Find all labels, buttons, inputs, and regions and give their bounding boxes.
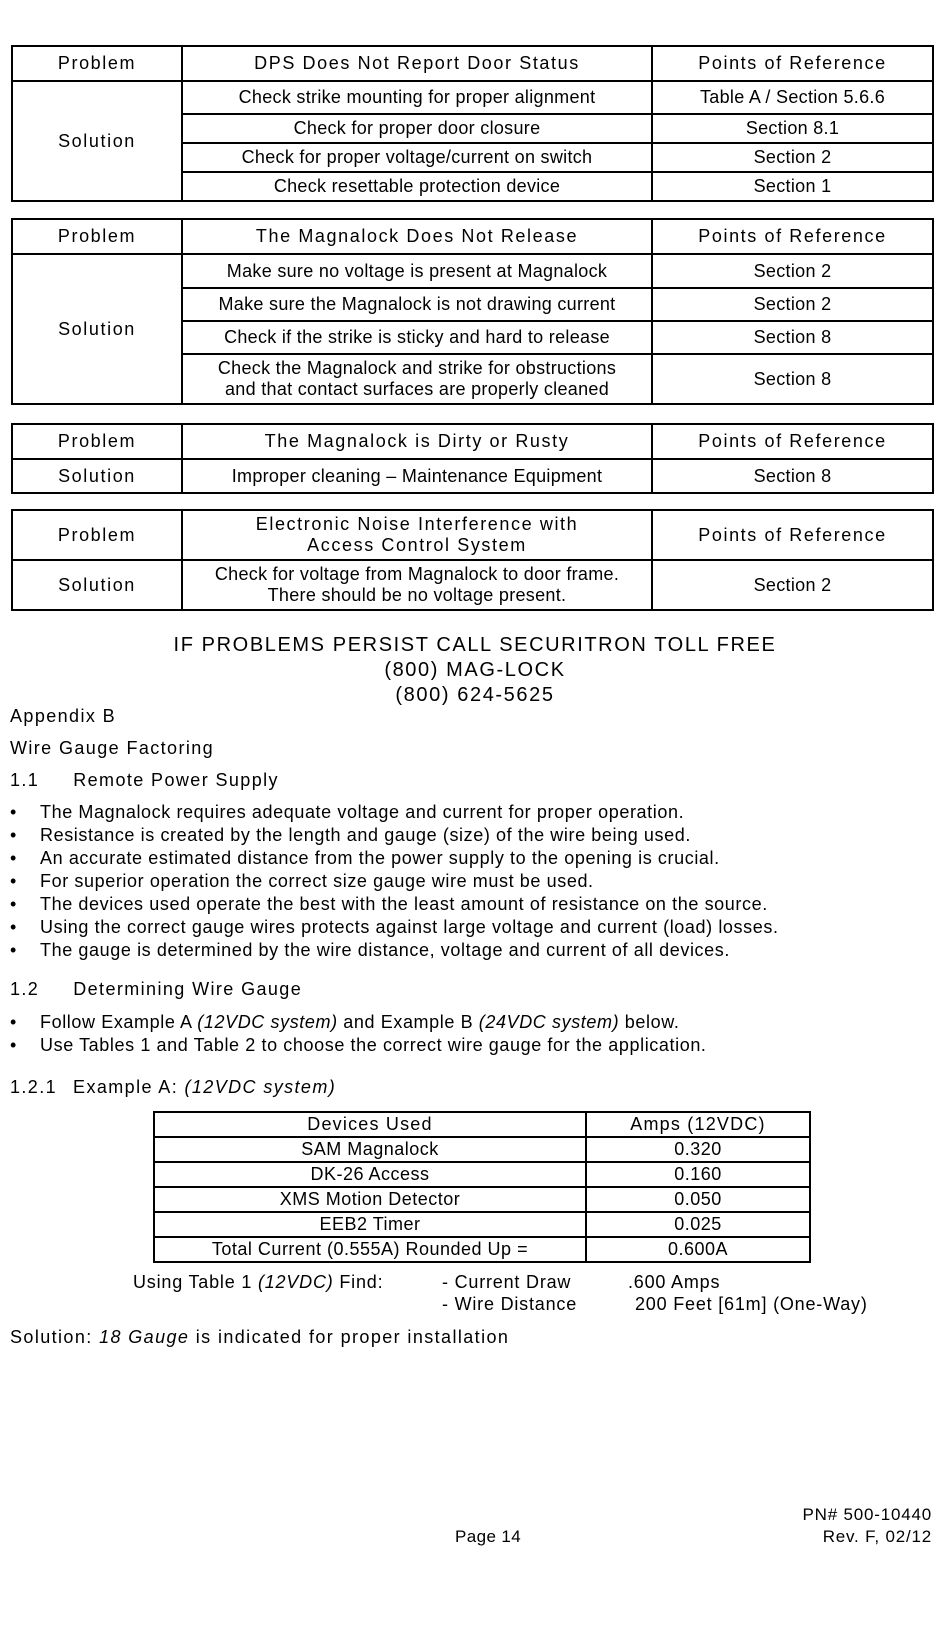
reference-header: Points of Reference	[652, 219, 933, 254]
total-amps: 0.600A	[586, 1237, 810, 1262]
section-1-2-heading	[10, 979, 302, 1000]
section-1-1-heading	[10, 770, 279, 791]
problem-label: Problem	[12, 219, 182, 254]
solution-step-line: Check for voltage from Magnalock to door frame.	[214, 564, 620, 584]
reference-cell: Section 8	[652, 354, 933, 404]
troubleshoot-table-noise	[11, 509, 934, 611]
call-notice-line: IF PROBLEMS PERSIST CALL SECURITRON TOLL FREE	[173, 634, 777, 656]
solution-step: Check for proper door closure	[182, 114, 652, 143]
reference-cell: Section 8	[652, 321, 933, 354]
device-name: XMS Motion Detector	[154, 1187, 586, 1212]
section-1-1-bullets	[10, 801, 779, 962]
column-header: Devices Used	[154, 1112, 586, 1137]
reference-cell: Table A / Section 5.6.6	[652, 81, 933, 114]
reference-cell: Section 1	[652, 172, 933, 201]
part-number: PN# 500-10440	[802, 1505, 932, 1524]
revision: Rev. F, 02/12	[822, 1527, 932, 1546]
solution-step: Make sure the Magnalock is not drawing current	[182, 288, 652, 321]
solution-label: Solution	[12, 81, 182, 201]
appendix-subtitle: Wire Gauge Factoring	[10, 738, 215, 758]
section-1-2-1-heading: 1.2.1 Example A: (12VDC system)	[10, 1077, 337, 1097]
solution-statement: Solution: 18 Gauge is indicated for proper installation	[10, 1327, 510, 1347]
reference-header: Points of Reference	[652, 424, 933, 459]
device-name: EEB2 Timer	[154, 1212, 586, 1237]
wire-distance-value: 200 Feet [61m] (One-Way)	[635, 1294, 868, 1314]
list-item: • Follow Example A (12VDC system) and Example B (24VDC system) below.	[10, 1011, 707, 1034]
section-1-2-bullets	[10, 1011, 707, 1057]
column-header: Amps (12VDC)	[586, 1112, 810, 1137]
section-number: 1.1	[10, 770, 40, 790]
device-amps: 0.320	[586, 1137, 810, 1162]
list-item: • An accurate estimated distance from the power supply to the opening is crucial.	[10, 847, 779, 870]
section-title: Determining Wire Gauge	[73, 979, 303, 999]
page-number: Page 14	[455, 1527, 522, 1546]
list-item: • For superior operation the correct size gauge wire must be used.	[10, 870, 779, 893]
reference-cell: Section 2	[652, 288, 933, 321]
list-item: • The Magnalock requires adequate voltage and current for proper operation.	[10, 801, 779, 824]
solution-step: Check strike mounting for proper alignment	[182, 81, 652, 114]
solution-step	[182, 560, 652, 610]
device-name: DK-26 Access	[154, 1162, 586, 1187]
reference-header: Points of Reference	[652, 510, 933, 560]
list-item: • The devices used operate the best with the least amount of resistance on the source.	[10, 893, 779, 916]
solution-step: Check if the strike is sticky and hard to release	[182, 321, 652, 354]
device-amps: 0.050	[586, 1187, 810, 1212]
call-notice-phone-number: (800) 624-5625	[395, 684, 555, 706]
troubleshoot-table-dps	[11, 45, 934, 202]
list-item: • Using the correct gauge wires protects against large voltage and current (load) losses.	[10, 916, 779, 939]
solution-label: Solution	[12, 254, 182, 404]
problem-title: The Magnalock is Dirty or Rusty	[182, 424, 652, 459]
problem-title-line: Access Control System	[307, 535, 527, 555]
reference-cell: Section 8	[652, 459, 933, 493]
example-a-table	[153, 1111, 811, 1263]
problem-label: Problem	[12, 424, 182, 459]
problem-label: Problem	[12, 510, 182, 560]
problem-title	[182, 510, 652, 560]
solution-label: Solution	[12, 459, 182, 493]
total-label: Total Current (0.555A) Rounded Up =	[154, 1237, 586, 1262]
troubleshoot-table-rust	[11, 423, 934, 494]
section-title: Remote Power Supply	[73, 770, 279, 790]
problem-title: DPS Does Not Report Door Status	[182, 46, 652, 81]
reference-cell: Section 2	[652, 254, 933, 288]
call-notice-phone-alias: (800) MAG-LOCK	[384, 659, 566, 681]
section-number: 1.2	[10, 979, 40, 999]
using-table-text: Using Table 1 (12VDC) Find:	[133, 1272, 384, 1292]
reference-cell: Section 2	[652, 560, 933, 610]
solution-step-line: There should be no voltage present.	[267, 585, 567, 605]
appendix-title: Appendix B	[10, 706, 117, 726]
solution-label: Solution	[12, 560, 182, 610]
device-amps: 0.025	[586, 1212, 810, 1237]
problem-title-line: Electronic Noise Interference with	[255, 514, 579, 534]
section-number: 1.2.1	[10, 1077, 58, 1097]
current-draw-value: .600 Amps	[628, 1272, 721, 1292]
list-item: • The gauge is determined by the wire distance, voltage and current of all devices.	[10, 939, 779, 962]
device-name: SAM Magnalock	[154, 1137, 586, 1162]
list-item: • Resistance is created by the length and gauge (size) of the wire being used.	[10, 824, 779, 847]
solution-step	[182, 354, 652, 404]
solution-step-line: and that contact surfaces are properly cleaned	[224, 379, 610, 399]
list-item: • Use Tables 1 and Table 2 to choose the correct wire gauge for the application.	[10, 1034, 707, 1057]
problem-title: The Magnalock Does Not Release	[182, 219, 652, 254]
solution-step: Check for proper voltage/current on switch	[182, 143, 652, 172]
problem-label: Problem	[12, 46, 182, 81]
solution-step: Make sure no voltage is present at Magnalock	[182, 254, 652, 288]
reference-header: Points of Reference	[652, 46, 933, 81]
wire-distance-label: - Wire Distance	[442, 1294, 578, 1314]
troubleshoot-table-release	[11, 218, 934, 405]
solution-step-line: Check the Magnalock and strike for obstructions	[217, 358, 617, 378]
solution-step: Improper cleaning – Maintenance Equipment	[182, 459, 652, 493]
reference-cell: Section 2	[652, 143, 933, 172]
current-draw-label: - Current Draw	[442, 1272, 572, 1292]
solution-step: Check resettable protection device	[182, 172, 652, 201]
device-amps: 0.160	[586, 1162, 810, 1187]
reference-cell: Section 8.1	[652, 114, 933, 143]
